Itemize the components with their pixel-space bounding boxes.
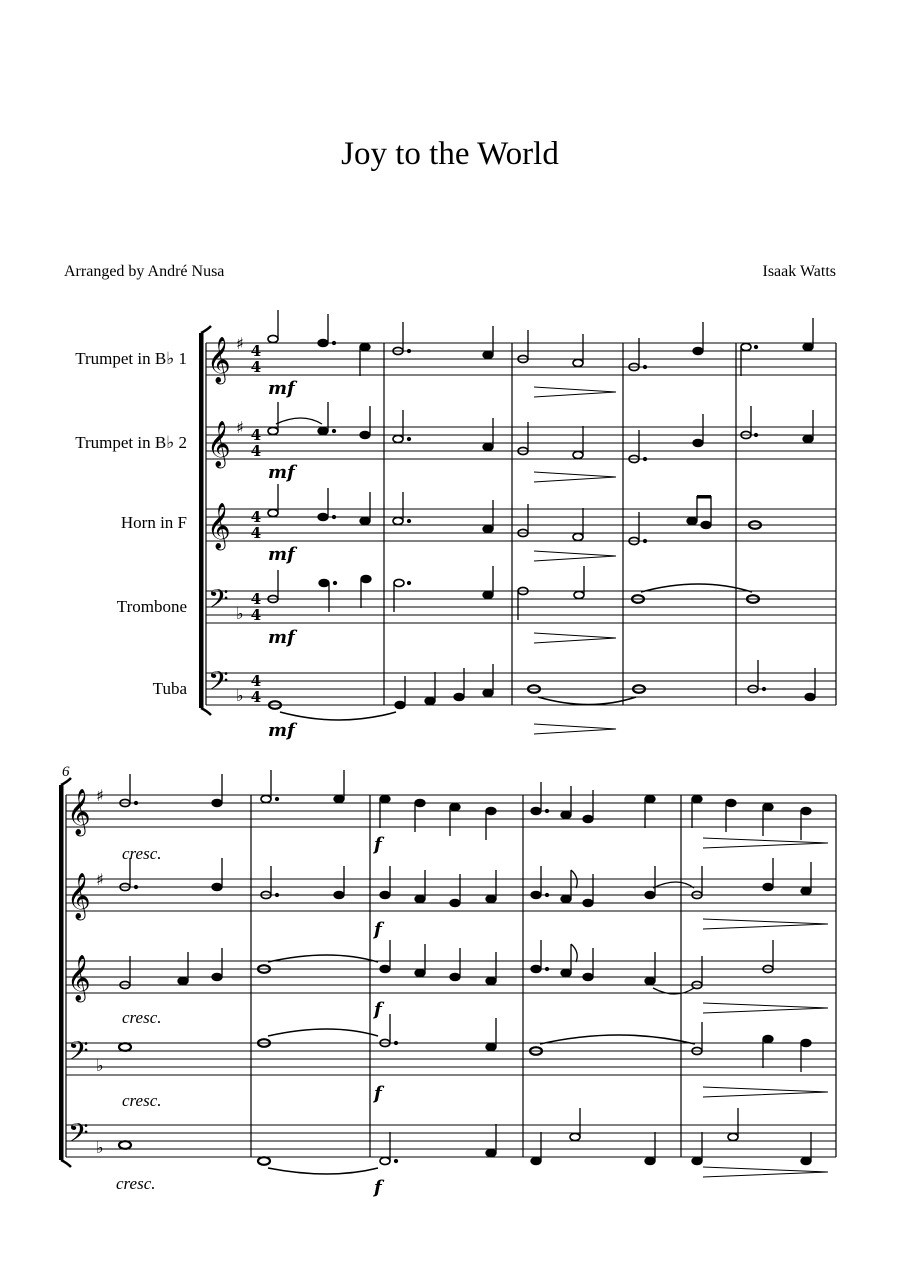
bass-clef-icon: 𝄢 (208, 665, 229, 703)
treble-clef-icon: 𝄞 (207, 421, 231, 467)
dynamic-mf: mf (268, 378, 295, 399)
barlines (206, 343, 836, 705)
dynamic-f: f (374, 999, 382, 1020)
dynamic-mf: mf (268, 627, 295, 648)
score-title: Joy to the World (341, 136, 559, 172)
system-1 (75, 310, 836, 741)
instrument-name: Trumpet in B♭ 2 (75, 433, 187, 452)
time-sig-denominator: 4 (250, 358, 262, 376)
dynamic-f: f (374, 919, 382, 940)
system-2 (59, 764, 836, 1198)
flat-icon: ♭ (236, 604, 244, 623)
horn-notes (268, 484, 761, 545)
trumpet-1-notes (120, 770, 811, 840)
instrument-name: Trombone (116, 597, 187, 616)
trumpet-2-notes (120, 858, 811, 907)
instrument-name: Tuba (152, 679, 187, 698)
flat-icon: ♭ (236, 686, 244, 705)
treble-clef-icon: 𝄞 (207, 337, 231, 383)
instrument-name: Trumpet in B♭ 1 (75, 349, 187, 368)
hairpins (534, 387, 616, 734)
time-sig-denominator: 4 (250, 606, 262, 624)
dynamic-mf: mf (268, 462, 295, 483)
time-sig-numerator: 4 (250, 590, 262, 608)
bass-clef-icon: 𝄢 (68, 1117, 89, 1155)
horn-notes (120, 940, 773, 994)
flat-icon: ♭ (96, 1138, 104, 1157)
dynamic-f: f (374, 834, 382, 855)
dynamic-f: f (374, 1083, 382, 1104)
arranger-credit: Arranged by André Nusa (64, 263, 225, 280)
cresc-marking: cresc. (122, 1008, 162, 1027)
sharp-icon: ♯ (96, 870, 104, 889)
treble-clef-icon: 𝄞 (67, 873, 91, 919)
time-sig-denominator: 4 (250, 442, 262, 460)
cresc-marking: cresc. (116, 1174, 156, 1193)
time-sig-denominator: 4 (250, 688, 262, 706)
time-sig-denominator: 4 (250, 524, 262, 542)
measure-number: 6 (62, 764, 70, 780)
cresc-marking: cresc. (122, 1091, 162, 1110)
sharp-icon: ♯ (236, 334, 244, 353)
time-sig-numerator: 4 (250, 426, 262, 444)
instrument-name: Horn in F (120, 513, 187, 532)
cresc-marking: cresc. (122, 844, 162, 863)
trombone-notes (268, 566, 759, 620)
treble-clef-icon: 𝄞 (67, 955, 91, 1001)
composer-credit: Isaak Watts (762, 263, 836, 280)
time-sig-numerator: 4 (250, 672, 262, 690)
dynamic-mf: mf (268, 544, 295, 565)
bass-clef-icon: 𝄢 (68, 1035, 89, 1073)
treble-clef-icon: 𝄞 (207, 503, 231, 549)
sharp-icon: ♯ (96, 786, 104, 805)
dynamic-f: f (374, 1177, 382, 1198)
flat-icon: ♭ (96, 1056, 104, 1075)
dynamic-mf: mf (268, 720, 295, 741)
treble-clef-icon: 𝄞 (67, 789, 91, 835)
time-sig-numerator: 4 (250, 508, 262, 526)
bass-clef-icon: 𝄢 (208, 583, 229, 621)
staff-lines (206, 343, 836, 705)
time-sig-numerator: 4 (250, 342, 262, 360)
sharp-icon: ♯ (236, 418, 244, 437)
trumpet-2-notes (268, 402, 813, 463)
tuba-notes (269, 660, 815, 720)
